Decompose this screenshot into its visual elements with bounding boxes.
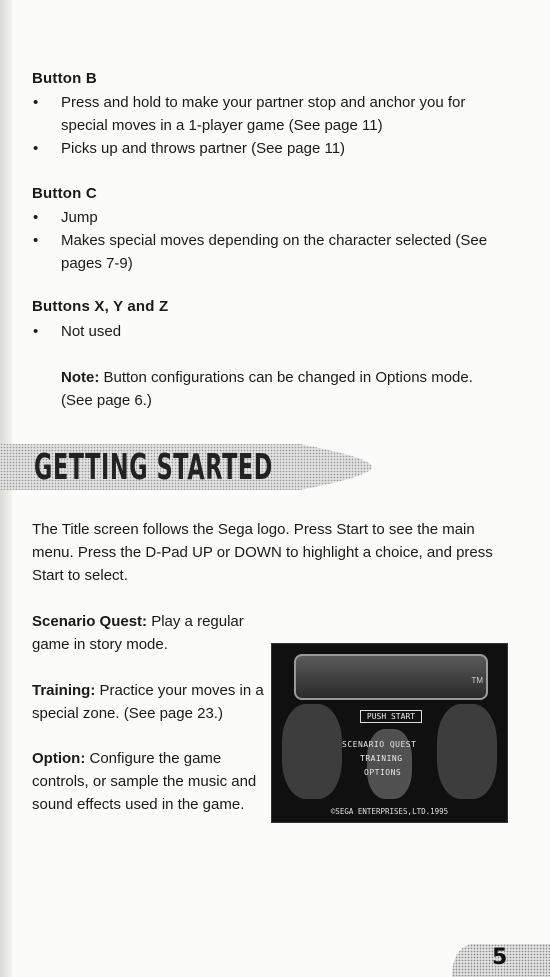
page-number: 5	[492, 945, 508, 970]
section-title: GETTING STARTED	[34, 447, 273, 488]
scenario-quest-desc: Scenario Quest: Play a regular game in story mode.	[32, 613, 244, 653]
character-right-art	[437, 704, 497, 799]
training-desc: Training: Practice your moves in a special zone. (See page 23.)	[32, 682, 264, 722]
button-c-heading: Button C	[32, 185, 97, 202]
training-label: Training:	[32, 682, 96, 699]
list-item: • Press and hold to make your partner stop and anchor you for special moves in a 1-player game (See page 11)	[33, 94, 466, 134]
push-start-label: PUSH START	[360, 710, 422, 723]
button-b-list	[32, 91, 502, 160]
buttons-xyz-list	[32, 320, 502, 343]
scenario-quest-label: Scenario Quest:	[32, 613, 148, 630]
option-desc: Option: Configure the game controls, or sample the music and sound effects used in the game.	[32, 750, 257, 813]
menu-option-scenario: SCENARIO QUEST	[342, 740, 417, 749]
button-b-heading: Button B	[32, 70, 97, 87]
list-item: • Jump	[33, 209, 98, 226]
game-logo	[294, 654, 488, 700]
option-label: Option:	[32, 750, 86, 767]
note-paragraph	[61, 366, 491, 412]
list-item: • Picks up and throws partner (See page 11)	[33, 140, 346, 157]
menu-option-options: OPTIONS	[364, 768, 402, 777]
menu-option-training: TRAINING	[360, 754, 403, 763]
character-left-art	[282, 704, 342, 799]
list-item: • Not used	[33, 323, 122, 340]
intro-paragraph: The Title screen follows the Sega logo. Press Start to see the main menu. Press the D-Pad UP or DOWN to highlight a choice, and press Start to select.	[32, 521, 493, 584]
note-text: Button configurations can be changed in Options mode. (See page 6.)	[61, 369, 473, 409]
buttons-xyz-heading: Buttons X, Y and Z	[32, 298, 169, 315]
list-item: • Makes special moves depending on the character selected (See pages 7-9)	[33, 232, 488, 272]
button-c-list	[32, 206, 502, 275]
copyright-line: ©SEGA ENTERPRISES,LTD.1995	[330, 807, 449, 816]
title-screen-screenshot	[271, 643, 508, 823]
note-label: Note:	[61, 369, 100, 386]
trademark: TM	[471, 676, 483, 685]
